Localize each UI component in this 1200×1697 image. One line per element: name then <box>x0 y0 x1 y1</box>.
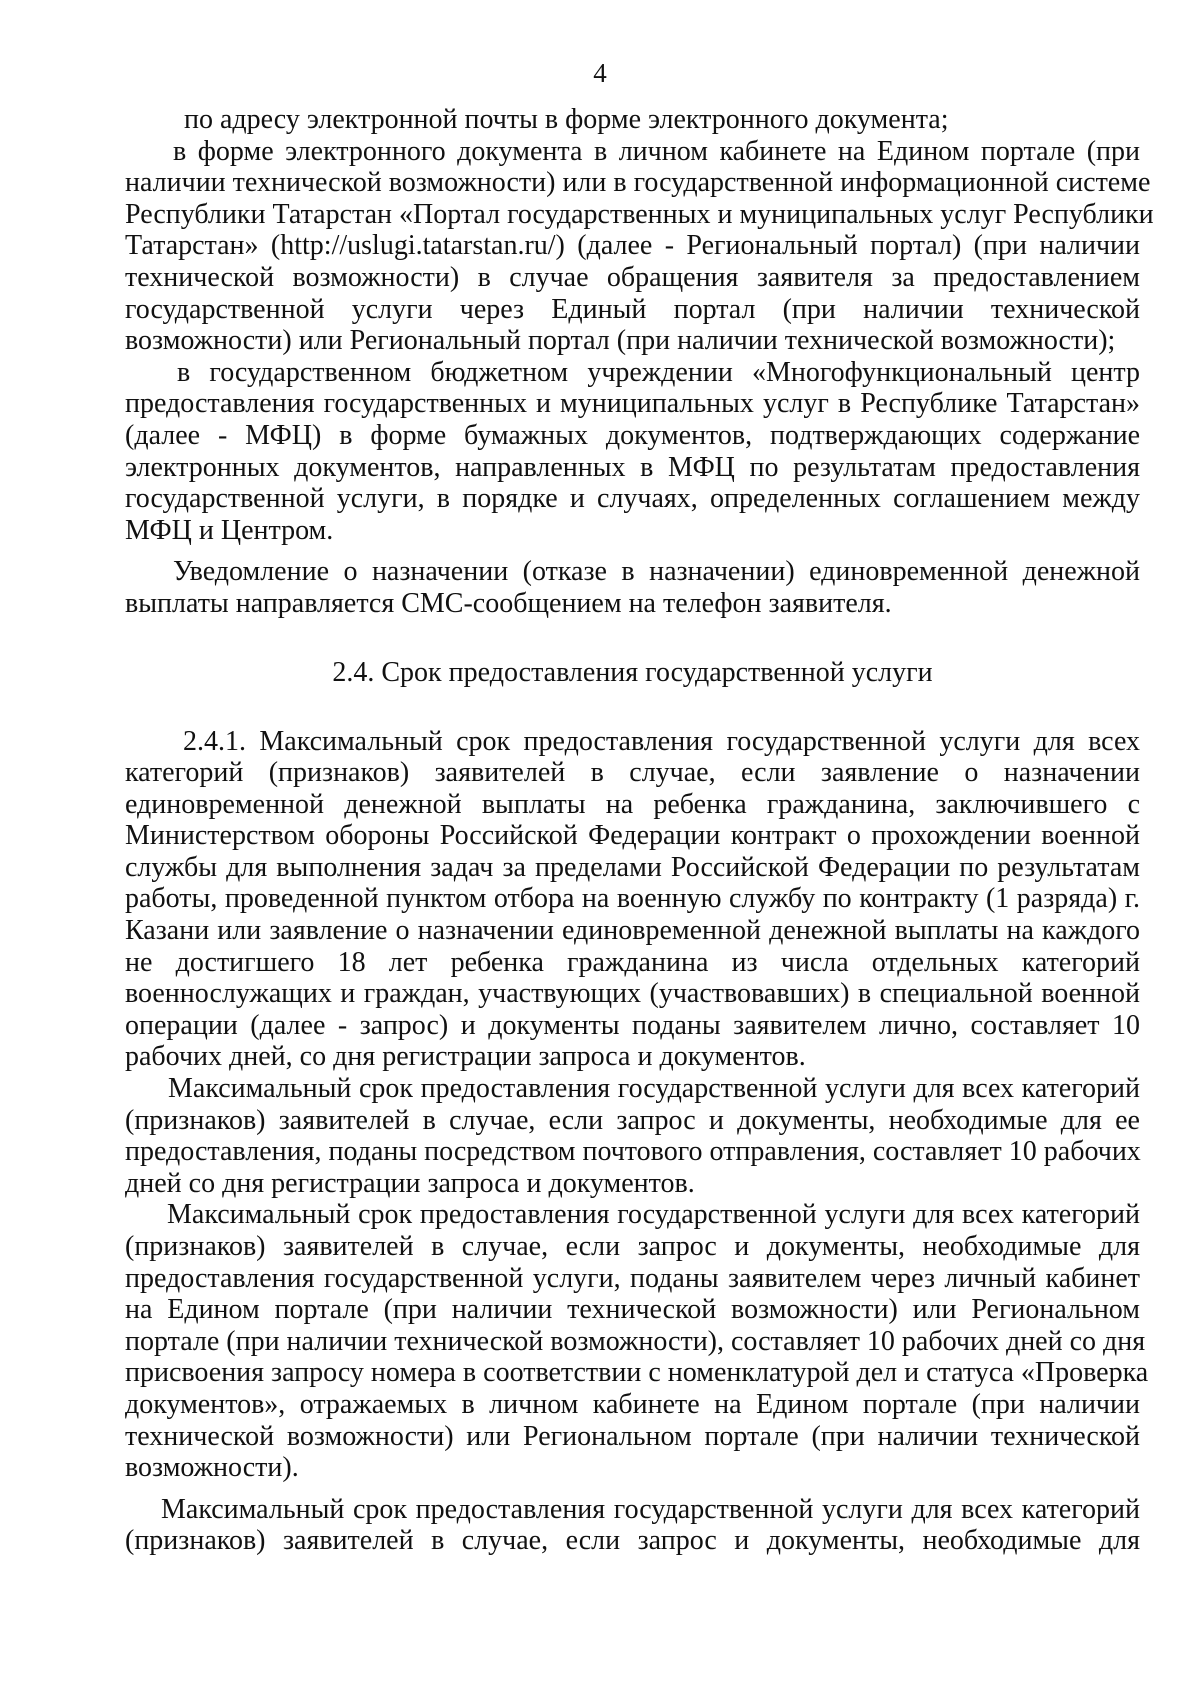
text-line: по адресу электронной почты в форме электронного документа; <box>184 104 949 135</box>
text-line: категорий (признаков) заявителей в случае, если заявление о назначении <box>125 757 1140 789</box>
text-line: в форме электронного документа в личном кабинете на Едином портале (при <box>173 135 1140 167</box>
text-line: Казани или заявление о назначении единовременной денежной выплаты на каждого <box>125 915 1140 947</box>
paragraph-portal-submission <box>125 1199 1149 1484</box>
text-line: Максимальный срок предоставления государственной услуги для всех категорий <box>168 1073 1140 1105</box>
paragraph-personal-account-delivery <box>125 135 1154 357</box>
text-line: 2.4.1. Максимальный срок предоставления государственной услуги для всех <box>183 725 1140 757</box>
section-heading: 2.4. Срок предоставления государственной услуги <box>332 656 933 688</box>
text-line: (признаков) заявителей в случае, если запрос и документы, необходимые для <box>125 1231 1140 1262</box>
text-line: предоставления государственной услуги, поданы заявителем через личный кабинет <box>125 1262 1140 1294</box>
paragraph-postal-submission <box>125 1073 1140 1199</box>
text-line: (признаков) заявителей в случае, если запрос и документы, необходимые для <box>125 1525 1140 1557</box>
text-line: документов», отражаемых в личном кабинете на Едином портале (при наличии <box>125 1388 1140 1420</box>
text-line: технической возможности) в случае обращения заявителя за предоставлением <box>125 261 1140 293</box>
text-line: военнослужащих и граждан, участвующих (участвовавших) в специальной военной <box>125 978 1140 1010</box>
document-body <box>125 104 1154 1557</box>
text-line: наличии технической возможности) или в государственной информационной системе <box>125 167 1151 199</box>
text-line: Максимальный срок предоставления государственной услуги для всех категорий <box>167 1199 1140 1231</box>
text-line: операции (далее - запрос) и документы поданы заявителем лично, составляет 10 <box>125 1009 1140 1041</box>
text-line: единовременной денежной выплаты на ребенка гражданина, заключившего с <box>125 788 1140 820</box>
text-line: предоставления, поданы посредством почтового отправления, составляет 10 рабочих <box>125 1136 1141 1168</box>
text-line: дней со дня регистрации запроса и документов. <box>125 1167 695 1199</box>
text-line: в государственном бюджетном учреждении «Многофункциональный центр <box>177 356 1140 388</box>
text-line: МФЦ и Центром. <box>125 514 334 546</box>
paragraph-2-4-1 <box>125 726 1140 1074</box>
text-line: присвоения запросу номера в соответствии с номенклатурой дел и статуса «Проверка <box>125 1357 1149 1389</box>
paragraph-continued <box>125 1494 1140 1557</box>
text-line: Министерством обороны Российской Федерации контракт о прохождении военной <box>125 820 1140 852</box>
text-line: службы для выполнения задач за пределами Российской Федерации по результатам <box>125 851 1140 883</box>
text-line: возможности). <box>125 1452 299 1484</box>
text-line: государственной услуги, в порядке и случаях, определенных соглашением между <box>125 483 1140 515</box>
text-line: (далее - МФЦ) в форме бумажных документов, подтверждающих содержание <box>125 419 1140 451</box>
paragraph-email-delivery <box>125 104 1140 136</box>
text-line: Республики Татарстан «Портал государственных и муниципальных услуг Республики <box>125 198 1154 230</box>
text-line: рабочих дней, со дня регистрации запроса и документов. <box>125 1041 806 1073</box>
text-line: на Едином портале (при наличии технической возможности) или Региональном <box>125 1294 1140 1326</box>
text-line: Уведомление о назначении (отказе в назначении) единовременной денежной <box>173 556 1140 588</box>
text-line: возможности) или Региональный портал (при наличии технической возможности); <box>125 325 1116 357</box>
text-line: государственной услуги через Единый портал (при наличии технической <box>125 293 1140 325</box>
page-number: 4 <box>593 58 607 88</box>
text-line: портале (при наличии технической возможности), составляет 10 рабочих дней со дня <box>125 1325 1146 1357</box>
text-line: не достигшего 18 лет ребенка гражданина из числа отдельных категорий <box>125 946 1140 978</box>
text-line: выплаты направляется СМС-сообщением на телефон заявителя. <box>125 587 892 619</box>
text-line: электронных документов, направленных в МФЦ по результатам предоставления <box>125 451 1140 483</box>
text-line: технической возможности) или Региональном портале (при наличии технической <box>125 1420 1140 1452</box>
text-line: предоставления государственных и муниципальных услуг в Республике Татарстан» <box>125 388 1140 420</box>
paragraph-sms-notification <box>125 556 1140 619</box>
text-line: Татарстан» (http://uslugi.tatarstan.ru/) (далее - Региональный портал) (при наличии <box>125 230 1140 262</box>
text-line: (признаков) заявителей в случае, если запрос и документы, необходимые для ее <box>125 1104 1140 1136</box>
paragraph-mfc-delivery <box>125 357 1140 547</box>
text-line: Максимальный срок предоставления государственной услуги для всех категорий <box>161 1493 1140 1525</box>
text-line: работы, проведенной пунктом отбора на военную службу по контракту (1 разряда) г. <box>125 883 1140 915</box>
